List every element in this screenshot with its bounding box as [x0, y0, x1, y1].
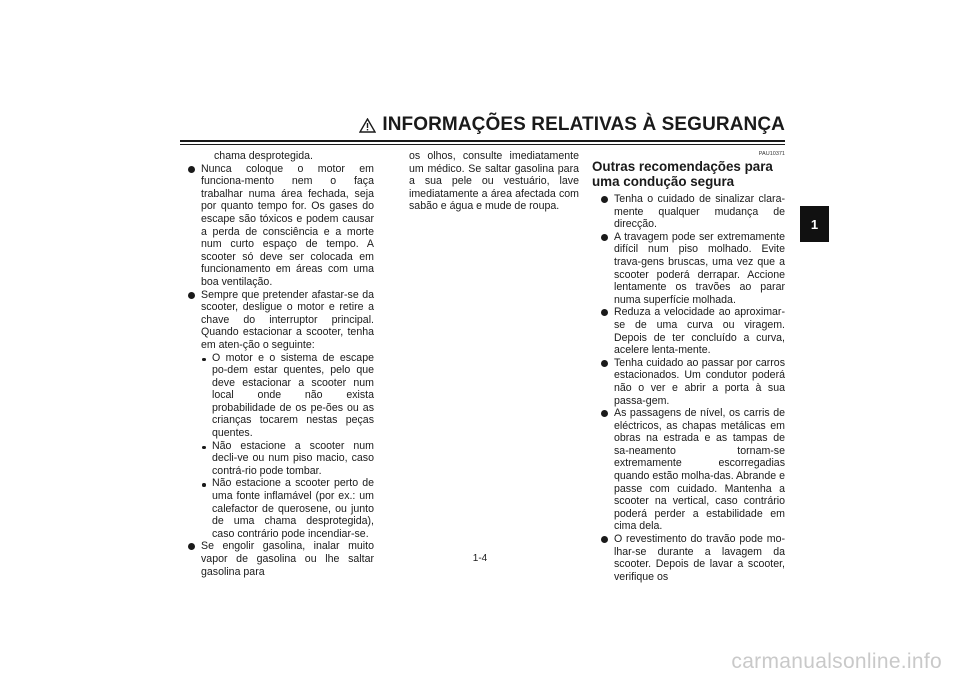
page-title-text: INFORMAÇÕES RELATIVAS À SEGURANÇA: [382, 114, 785, 135]
bullet-icon: [601, 309, 608, 316]
bullet-icon: [601, 410, 608, 417]
page-number: 1-4: [472, 553, 488, 564]
sub-list: [201, 352, 374, 541]
bullet-icon: [601, 234, 608, 241]
bullet-icon: [601, 196, 608, 203]
chapter-tab-number: 1: [810, 216, 819, 232]
paragraph-text: os olhos, consulte imediatamente um médico. Se saltar gasolina para a sua pele ou vestuário, lave imediatamente a área afectada com sabão e água e mude de roupa.: [409, 150, 579, 213]
sub-list-item: [201, 352, 374, 440]
small-bullet-icon: [202, 358, 206, 362]
bullet-icon: [188, 166, 195, 173]
list-item: [592, 193, 785, 231]
header-rule-thick: [180, 140, 785, 142]
page-title: [359, 114, 785, 136]
sub-list-item-text: Não estacione a scooter perto de uma fonte inflamável (por ex.: um calefactor de querosene, ou junto de uma chama desprotegida), caso contrário pode incendiar-se.: [212, 477, 374, 540]
list-item-text: Nunca coloque o motor em funciona-mento nem o faça trabalhar numa área fechada, seja por quanto tempo for. Os gases do escape são tóxicos e podem causar a perda de consciência e a morte num curto espaço de tempo. A scooter só deve ser colocada em funcionamento em áreas com uma boa ventilação.: [201, 162, 374, 288]
list-item: [188, 163, 374, 289]
list-item: [592, 357, 785, 407]
list-item-text: Reduza a velocidade ao aproximar-se de uma curva ou viragem. Depois de ter concluído a curva, acelere lenta-mente.: [614, 306, 785, 357]
bullet-icon: [188, 543, 195, 550]
list-item-text: Tenha o cuidado de sinalizar clara-mente qualquer mudança de direcção.: [614, 193, 785, 231]
list-item: [592, 306, 785, 356]
reference-code: PAU10371: [758, 151, 785, 157]
list-item-text: A travagem pode ser extremamente difícil num piso molhado. Evite trava-gens bruscas, uma vez que a scooter poderá derrapar. Accione lentamente os travões ao parar numa superfície molhada.: [614, 230, 785, 306]
list-item: [592, 407, 785, 533]
text-column-1: [188, 150, 374, 578]
list-item: [592, 231, 785, 307]
text-column-2: [409, 150, 579, 213]
section-title: Outras recomendações para uma condução segura: [592, 159, 773, 189]
small-bullet-icon: [202, 446, 206, 450]
list-item-text: O revestimento do travão pode mo-lhar-se durante a lavagem da scooter. Depois de lavar a scooter, verifique os: [614, 533, 785, 583]
continuation-text: chama desprotegida.: [214, 150, 313, 162]
list-item-text: Se engolir gasolina, inalar muito vapor de gasolina ou lhe saltar gasolina para: [201, 540, 374, 578]
bullet-icon: [601, 360, 608, 367]
list-item: [188, 289, 374, 352]
sub-list-item: [201, 477, 374, 540]
header-rule-thin: [180, 144, 785, 145]
list-item-text: Tenha cuidado ao passar por carros estacionados. Um condutor poderá não o ver e abrir a porta à sua passa-gem.: [614, 356, 785, 407]
list-item-text: As passagens de nível, os carris de eléctricos, as chapas metálicas em obras na estrada e as tampas de sa-neamento tornam-se extremamente escorregadias quando estão molha-das. Abrande e passe com cuidado. Mantenha a scooter na vertical, caso contrário poderá perder a estabilidade em cima dela.: [614, 407, 785, 533]
text-column-3: [592, 150, 785, 583]
list-item-text: Sempre que pretender afastar-se da scooter, desligue o motor e retire a chave do interruptor principal. Quando estacionar a scooter, tenha em aten-ção o seguinte:: [201, 288, 374, 351]
chapter-tab: [800, 206, 829, 242]
page-header: [180, 114, 785, 140]
warning-triangle-icon: [359, 118, 376, 133]
sub-list-item-text: Não estacione a scooter num decli-ve ou num piso macio, caso contrá-rio pode tombar.: [212, 439, 374, 477]
small-bullet-icon: [202, 483, 206, 487]
sub-list-item-text: O motor e o sistema de escape po-dem estar quentes, pelo que deve estacionar a scooter num local onde não exista probabilidade de os pe-ões ou as crianças tocarem nestas peças quentes.: [212, 351, 374, 440]
sub-list-item: [201, 440, 374, 478]
bullet-icon: [601, 536, 608, 543]
watermark: carmanualsonline.info: [731, 650, 942, 673]
bullet-icon: [188, 292, 195, 299]
